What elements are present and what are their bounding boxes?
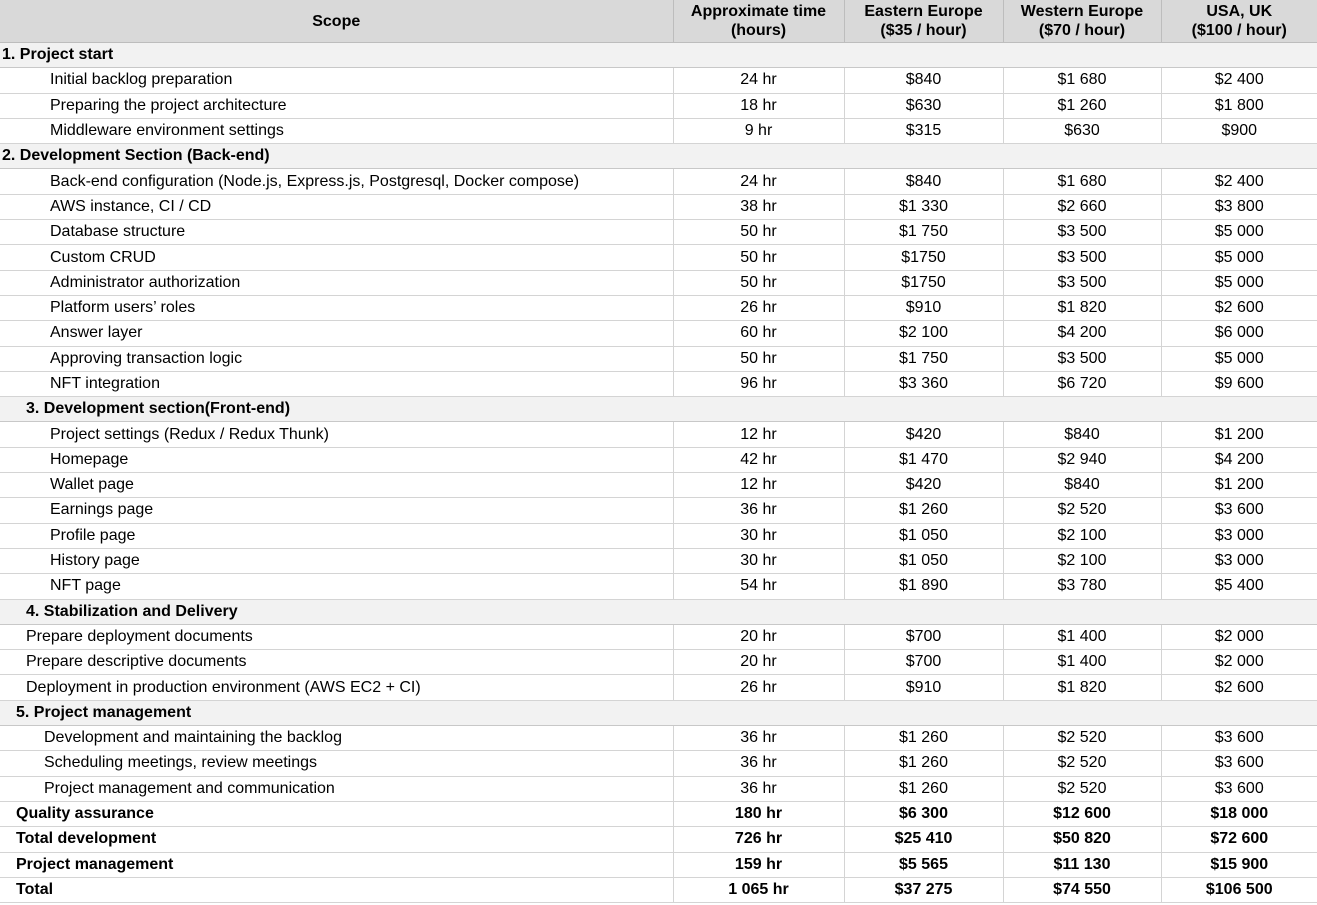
eastern-europe-cell: $25 410 [844, 827, 1003, 852]
section-row [0, 397, 1317, 422]
western-europe-cell: $12 600 [1003, 801, 1161, 826]
scope-cell: Wallet page [0, 473, 673, 498]
total-row [0, 877, 1317, 902]
scope-cell: Platform users’ roles [0, 295, 673, 320]
eastern-europe-cell: $1 050 [844, 523, 1003, 548]
header-western-europe: Western Europe ($70 / hour) [1003, 0, 1161, 43]
western-europe-cell: $3 500 [1003, 245, 1161, 270]
eastern-europe-cell: $840 [844, 169, 1003, 194]
western-europe-cell: $1 400 [1003, 650, 1161, 675]
usa-uk-cell: $5 000 [1161, 270, 1317, 295]
western-europe-cell: $1 680 [1003, 169, 1161, 194]
usa-uk-cell: $18 000 [1161, 801, 1317, 826]
time-cell: 12 hr [673, 473, 844, 498]
section-title: 2. Development Section (Back-end) [0, 144, 1317, 169]
time-cell: 12 hr [673, 422, 844, 447]
table-row [0, 321, 1317, 346]
total-row [0, 852, 1317, 877]
time-cell: 50 hr [673, 245, 844, 270]
scope-cell: Prepare descriptive documents [0, 650, 673, 675]
usa-uk-cell: $1 200 [1161, 473, 1317, 498]
western-europe-cell: $1 400 [1003, 624, 1161, 649]
eastern-europe-cell: $1 470 [844, 447, 1003, 472]
eastern-europe-cell: $1 050 [844, 548, 1003, 573]
scope-cell: Quality assurance [0, 801, 673, 826]
usa-uk-cell: $2 400 [1161, 169, 1317, 194]
eastern-europe-cell: $420 [844, 473, 1003, 498]
western-europe-cell: $4 200 [1003, 321, 1161, 346]
scope-cell: Custom CRUD [0, 245, 673, 270]
western-europe-cell: $74 550 [1003, 877, 1161, 902]
header-scope: Scope [0, 0, 673, 43]
usa-uk-cell: $900 [1161, 118, 1317, 143]
eastern-europe-cell: $1 330 [844, 194, 1003, 219]
western-europe-cell: $3 780 [1003, 574, 1161, 599]
time-cell: 50 hr [673, 220, 844, 245]
eastern-europe-cell: $6 300 [844, 801, 1003, 826]
eastern-europe-cell: $5 565 [844, 852, 1003, 877]
table-row [0, 523, 1317, 548]
time-cell: 180 hr [673, 801, 844, 826]
western-europe-cell: $840 [1003, 473, 1161, 498]
time-cell: 50 hr [673, 270, 844, 295]
section-row [0, 599, 1317, 624]
scope-cell: AWS instance, CI / CD [0, 194, 673, 219]
scope-cell: Middleware environment settings [0, 118, 673, 143]
table-row [0, 473, 1317, 498]
western-europe-cell: $3 500 [1003, 346, 1161, 371]
scope-cell: Development and maintaining the backlog [0, 726, 673, 751]
time-cell: 24 hr [673, 68, 844, 93]
western-europe-cell: $2 520 [1003, 498, 1161, 523]
usa-uk-cell: $5 400 [1161, 574, 1317, 599]
eastern-europe-cell: $910 [844, 295, 1003, 320]
usa-uk-cell: $1 800 [1161, 93, 1317, 118]
total-row [0, 827, 1317, 852]
scope-cell: Scheduling meetings, review meetings [0, 751, 673, 776]
section-title: 5. Project management [0, 700, 1317, 725]
eastern-europe-cell: $1750 [844, 270, 1003, 295]
western-europe-cell: $11 130 [1003, 852, 1161, 877]
table-row [0, 118, 1317, 143]
usa-uk-cell: $3 600 [1161, 776, 1317, 801]
eastern-europe-cell: $700 [844, 650, 1003, 675]
western-europe-cell: $1 820 [1003, 295, 1161, 320]
table-row [0, 548, 1317, 573]
table-row [0, 447, 1317, 472]
table-row [0, 726, 1317, 751]
usa-uk-cell: $15 900 [1161, 852, 1317, 877]
usa-uk-cell: $5 000 [1161, 220, 1317, 245]
table-row [0, 245, 1317, 270]
western-europe-cell: $840 [1003, 422, 1161, 447]
time-cell: 26 hr [673, 295, 844, 320]
time-cell: 20 hr [673, 650, 844, 675]
time-cell: 50 hr [673, 346, 844, 371]
table-header [0, 0, 1317, 43]
time-cell: 9 hr [673, 118, 844, 143]
eastern-europe-cell: $315 [844, 118, 1003, 143]
usa-uk-cell: $3 000 [1161, 523, 1317, 548]
time-cell: 38 hr [673, 194, 844, 219]
time-cell: 1 065 hr [673, 877, 844, 902]
time-cell: 36 hr [673, 726, 844, 751]
eastern-europe-cell: $3 360 [844, 371, 1003, 396]
usa-uk-cell: $2 600 [1161, 295, 1317, 320]
scope-cell: Homepage [0, 447, 673, 472]
section-row [0, 144, 1317, 169]
scope-cell: Project settings (Redux / Redux Thunk) [0, 422, 673, 447]
table-row [0, 68, 1317, 93]
header-eastern-europe: Eastern Europe ($35 / hour) [844, 0, 1003, 43]
scope-cell: Project management and communication [0, 776, 673, 801]
scope-cell: Total development [0, 827, 673, 852]
table-row [0, 751, 1317, 776]
scope-cell: Deployment in production environment (AWS EC2 + CI) [0, 675, 673, 700]
eastern-europe-cell: $1 260 [844, 751, 1003, 776]
section-title: 1. Project start [0, 43, 1317, 68]
time-cell: 54 hr [673, 574, 844, 599]
western-europe-cell: $6 720 [1003, 371, 1161, 396]
eastern-europe-cell: $1 750 [844, 220, 1003, 245]
section-title: 4. Stabilization and Delivery [0, 599, 1317, 624]
table-row [0, 295, 1317, 320]
scope-cell: Approving transaction logic [0, 346, 673, 371]
western-europe-cell: $2 940 [1003, 447, 1161, 472]
usa-uk-cell: $5 000 [1161, 245, 1317, 270]
usa-uk-cell: $72 600 [1161, 827, 1317, 852]
western-europe-cell: $1 260 [1003, 93, 1161, 118]
table-row [0, 776, 1317, 801]
time-cell: 96 hr [673, 371, 844, 396]
eastern-europe-cell: $910 [844, 675, 1003, 700]
usa-uk-cell: $2 000 [1161, 650, 1317, 675]
eastern-europe-cell: $1 260 [844, 726, 1003, 751]
usa-uk-cell: $3 600 [1161, 498, 1317, 523]
scope-cell: NFT page [0, 574, 673, 599]
section-row [0, 43, 1317, 68]
table-row [0, 650, 1317, 675]
header-time: Approximate time (hours) [673, 0, 844, 43]
time-cell: 36 hr [673, 498, 844, 523]
usa-uk-cell: $6 000 [1161, 321, 1317, 346]
usa-uk-cell: $4 200 [1161, 447, 1317, 472]
usa-uk-cell: $106 500 [1161, 877, 1317, 902]
eastern-europe-cell: $37 275 [844, 877, 1003, 902]
scope-cell: Earnings page [0, 498, 673, 523]
western-europe-cell: $1 820 [1003, 675, 1161, 700]
time-cell: 24 hr [673, 169, 844, 194]
western-europe-cell: $2 100 [1003, 548, 1161, 573]
table-body [0, 43, 1317, 903]
table-row [0, 498, 1317, 523]
eastern-europe-cell: $1 260 [844, 498, 1003, 523]
table-row [0, 220, 1317, 245]
western-europe-cell: $3 500 [1003, 220, 1161, 245]
time-cell: 18 hr [673, 93, 844, 118]
usa-uk-cell: $5 000 [1161, 346, 1317, 371]
western-europe-cell: $3 500 [1003, 270, 1161, 295]
table-row [0, 624, 1317, 649]
scope-cell: Answer layer [0, 321, 673, 346]
scope-cell: Back-end configuration (Node.js, Express.js, Postgresql, Docker compose) [0, 169, 673, 194]
eastern-europe-cell: $630 [844, 93, 1003, 118]
time-cell: 30 hr [673, 548, 844, 573]
scope-cell: Preparing the project architecture [0, 93, 673, 118]
table-row [0, 422, 1317, 447]
usa-uk-cell: $3 000 [1161, 548, 1317, 573]
table-row [0, 93, 1317, 118]
time-cell: 159 hr [673, 852, 844, 877]
table-row [0, 346, 1317, 371]
western-europe-cell: $2 520 [1003, 751, 1161, 776]
eastern-europe-cell: $2 100 [844, 321, 1003, 346]
table-row [0, 194, 1317, 219]
eastern-europe-cell: $840 [844, 68, 1003, 93]
western-europe-cell: $2 520 [1003, 776, 1161, 801]
eastern-europe-cell: $420 [844, 422, 1003, 447]
time-cell: 20 hr [673, 624, 844, 649]
usa-uk-cell: $2 600 [1161, 675, 1317, 700]
time-cell: 30 hr [673, 523, 844, 548]
usa-uk-cell: $2 000 [1161, 624, 1317, 649]
scope-cell: Project management [0, 852, 673, 877]
usa-uk-cell: $3 600 [1161, 751, 1317, 776]
time-cell: 36 hr [673, 751, 844, 776]
usa-uk-cell: $3 600 [1161, 726, 1317, 751]
table-row [0, 574, 1317, 599]
table-row [0, 675, 1317, 700]
section-title: 3. Development section(Front-end) [0, 397, 1317, 422]
scope-cell: Database structure [0, 220, 673, 245]
scope-cell: Prepare deployment documents [0, 624, 673, 649]
scope-cell: History page [0, 548, 673, 573]
western-europe-cell: $1 680 [1003, 68, 1161, 93]
usa-uk-cell: $1 200 [1161, 422, 1317, 447]
scope-cell: Total [0, 877, 673, 902]
scope-cell: Initial backlog preparation [0, 68, 673, 93]
time-cell: 726 hr [673, 827, 844, 852]
section-row [0, 700, 1317, 725]
western-europe-cell: $50 820 [1003, 827, 1161, 852]
eastern-europe-cell: $1 890 [844, 574, 1003, 599]
time-cell: 42 hr [673, 447, 844, 472]
usa-uk-cell: $9 600 [1161, 371, 1317, 396]
time-cell: 60 hr [673, 321, 844, 346]
table-row [0, 169, 1317, 194]
time-cell: 36 hr [673, 776, 844, 801]
eastern-europe-cell: $1 260 [844, 776, 1003, 801]
usa-uk-cell: $2 400 [1161, 68, 1317, 93]
table-row [0, 270, 1317, 295]
eastern-europe-cell: $700 [844, 624, 1003, 649]
usa-uk-cell: $3 800 [1161, 194, 1317, 219]
western-europe-cell: $2 100 [1003, 523, 1161, 548]
scope-cell: NFT integration [0, 371, 673, 396]
western-europe-cell: $2 660 [1003, 194, 1161, 219]
scope-cell: Administrator authorization [0, 270, 673, 295]
scope-cell: Profile page [0, 523, 673, 548]
table-row [0, 371, 1317, 396]
eastern-europe-cell: $1750 [844, 245, 1003, 270]
total-row [0, 801, 1317, 826]
time-cell: 26 hr [673, 675, 844, 700]
header-usa-uk: USA, UK ($100 / hour) [1161, 0, 1317, 43]
western-europe-cell: $630 [1003, 118, 1161, 143]
eastern-europe-cell: $1 750 [844, 346, 1003, 371]
western-europe-cell: $2 520 [1003, 726, 1161, 751]
